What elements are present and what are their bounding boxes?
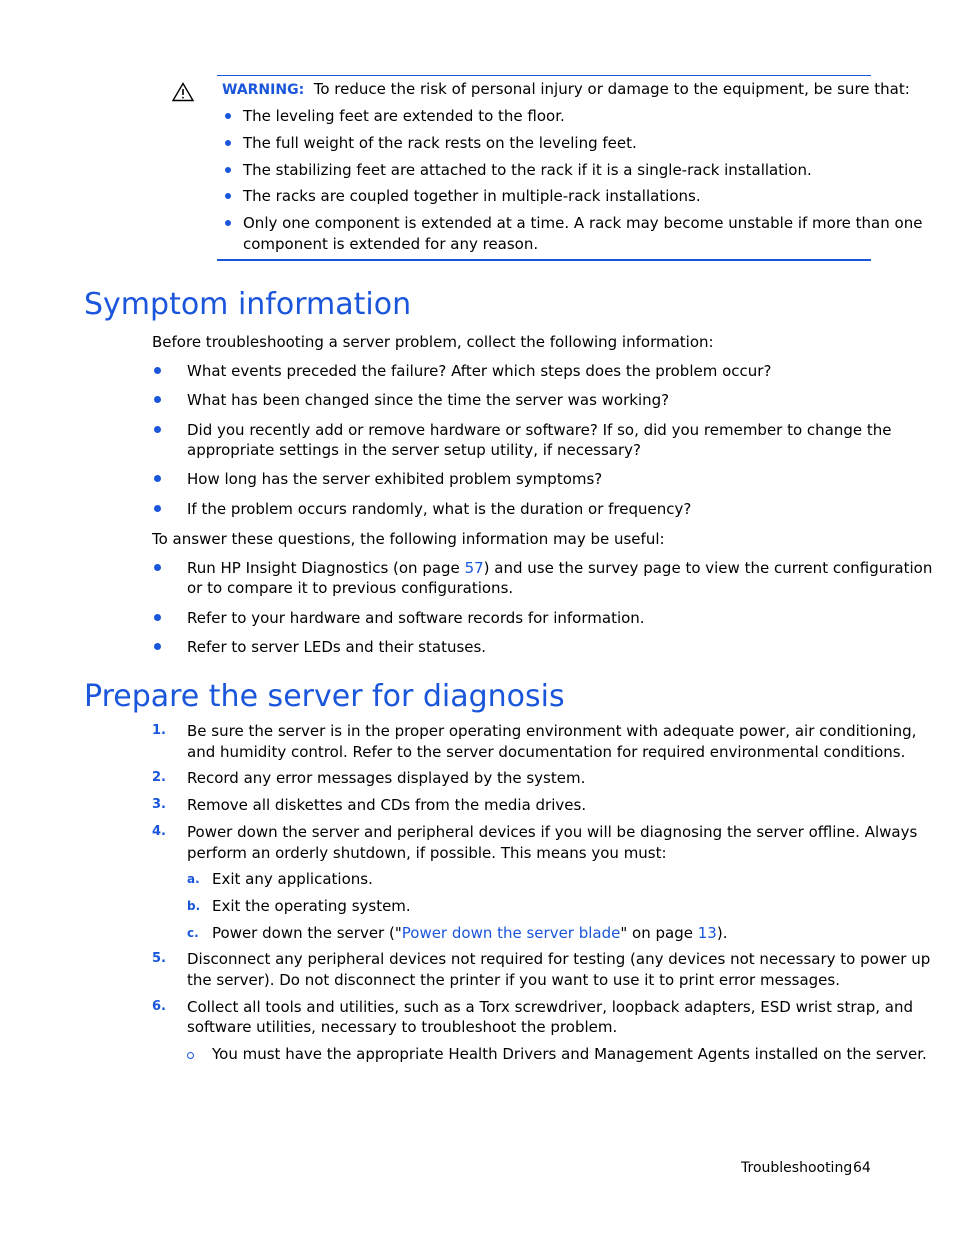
substep-label: b.	[187, 899, 201, 913]
bullet-icon	[225, 167, 231, 173]
question-item: What events preceded the failure? After which steps does the problem occur?	[187, 362, 772, 380]
substep-text-part: " on page	[620, 924, 698, 942]
step-number: 1.	[152, 723, 166, 738]
substep-text: Exit the operating system.	[212, 897, 411, 915]
useful-item-cont: or to compare it to previous configurations.	[187, 579, 514, 597]
warning-item: The racks are coupled together in multiple-rack installations.	[243, 187, 701, 205]
warning-label: WARNING:	[222, 82, 305, 98]
answer-intro: To answer these questions, the following information may be useful:	[152, 530, 665, 548]
bullet-icon	[154, 564, 161, 571]
substep-text	[212, 923, 727, 943]
bullet-icon	[154, 475, 161, 482]
symptom-intro: Before troubleshooting a server problem, collect the following information:	[152, 333, 714, 351]
section-heading-prepare: Prepare the server for diagnosis	[84, 679, 565, 714]
step-number: 4.	[152, 824, 166, 839]
substep-label: c.	[187, 926, 199, 940]
useful-item-text: Run HP Insight Diagnostics (on page	[187, 559, 465, 577]
bullet-icon	[154, 505, 161, 512]
bullet-icon	[225, 140, 231, 146]
step-text: Disconnect any peripheral devices not required for testing (any devices not necessary to power up	[187, 950, 931, 968]
step-text-cont: perform an orderly shutdown, if possible. This means you must:	[187, 844, 667, 862]
question-item: If the problem occurs randomly, what is the duration or frequency?	[187, 500, 692, 518]
step-text: Power down the server and peripheral devices if you will be diagnosing the server offline. Always	[187, 823, 918, 841]
step-text: Be sure the server is in the proper operating environment with adequate power, air conditioning,	[187, 722, 917, 740]
warning-item: The stabilizing feet are attached to the rack if it is a single-rack installation.	[243, 161, 812, 179]
useful-item-text: ) and use the survey page to view the current configuration	[483, 559, 933, 577]
power-down-link[interactable]: Power down the server blade	[401, 924, 621, 942]
warning-item: Only one component is extended at a time. A rack may become unstable if more than one	[243, 214, 923, 232]
bullet-icon	[154, 426, 161, 433]
bullet-icon	[154, 396, 161, 403]
bullet-icon	[225, 113, 231, 119]
page-link-13[interactable]: 13	[697, 924, 717, 942]
step-number: 6.	[152, 999, 166, 1014]
step-number: 5.	[152, 951, 166, 966]
useful-item	[187, 558, 932, 578]
page-link-57[interactable]: 57	[464, 559, 484, 577]
warning-item-cont: component is extended for any reason.	[243, 235, 539, 253]
section-heading-symptom: Symptom information	[84, 287, 412, 322]
substep-label: a.	[187, 872, 200, 886]
bullet-icon	[154, 614, 161, 621]
useful-item: Refer to your hardware and software records for information.	[187, 609, 645, 627]
substep-text: Exit any applications.	[212, 870, 373, 888]
bullet-icon	[154, 643, 161, 650]
substep-text-part: ).	[716, 924, 728, 942]
question-item: What has been changed since the time the server was working?	[187, 391, 670, 409]
useful-item: Refer to server LEDs and their statuses.	[187, 638, 487, 656]
step-text-cont: the server). Do not disconnect the printer if you want to use it to print error messages.	[187, 971, 840, 989]
warning-item: The leveling feet are extended to the floor.	[243, 107, 565, 125]
question-item: How long has the server exhibited problem symptoms?	[187, 470, 603, 488]
footer-section: Troubleshooting	[741, 1160, 853, 1176]
step-text-cont: and humidity control. Refer to the server documentation for required environmental conditions.	[187, 743, 906, 761]
step-number: 3.	[152, 797, 166, 812]
bullet-icon	[225, 193, 231, 199]
step-text: Remove all diskettes and CDs from the media drives.	[187, 796, 587, 814]
step-number: 2.	[152, 770, 166, 785]
step-text: Collect all tools and utilities, such as a Torx screwdriver, loopback adapters, ESD wrist strap, and	[187, 998, 913, 1016]
warning-triangle-icon	[172, 82, 194, 102]
page-number: 64	[853, 1160, 871, 1176]
question-item-cont: appropriate settings in the server setup utility, if necessary?	[187, 441, 641, 459]
warning-intro	[222, 79, 910, 100]
warning-intro-text: To reduce the risk of personal injury or damage to the equipment, be sure that:	[313, 80, 910, 98]
substep-text-part: Power down the server ("	[212, 924, 402, 942]
circle-bullet-icon	[187, 1052, 194, 1059]
bullet-icon	[154, 367, 161, 374]
warning-item: The full weight of the rack rests on the leveling feet.	[243, 134, 637, 152]
note-text: You must have the appropriate Health Drivers and Management Agents installed on the server.	[212, 1045, 927, 1063]
step-text-cont: software utilities, necessary to troubleshoot the problem.	[187, 1018, 618, 1036]
step-text: Record any error messages displayed by the system.	[187, 769, 586, 787]
bullet-icon	[225, 220, 231, 226]
question-item: Did you recently add or remove hardware or software? If so, did you remember to change the	[187, 421, 892, 439]
